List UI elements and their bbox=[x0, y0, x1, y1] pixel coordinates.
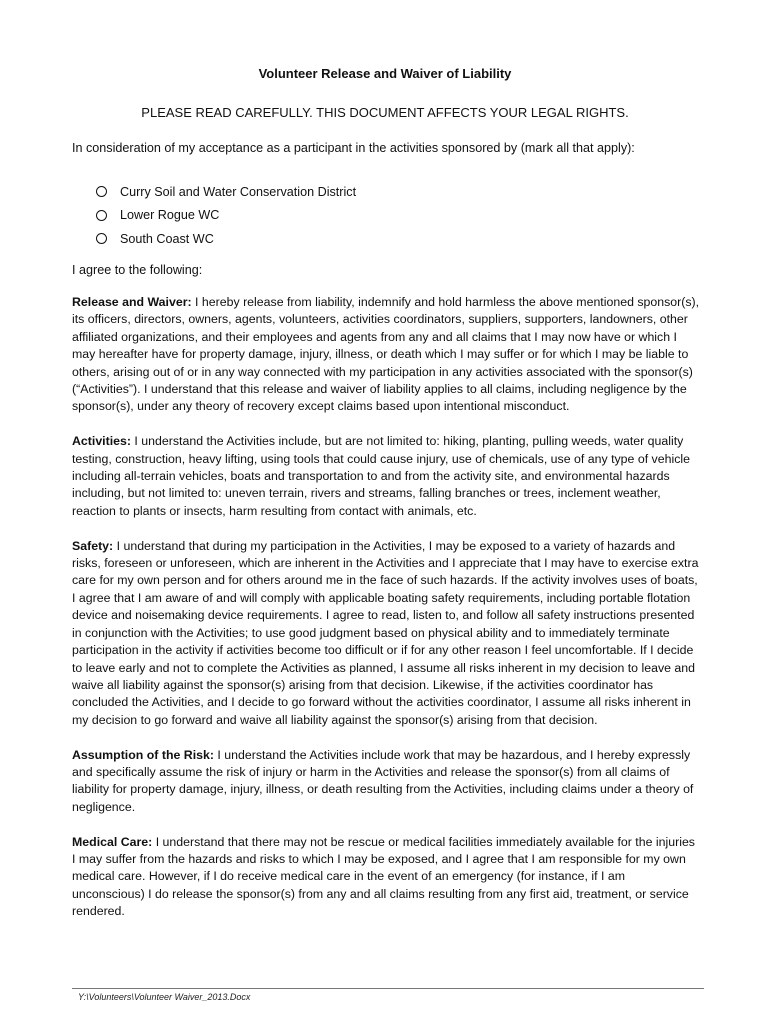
section-text: I understand the Activities include, but are not limited to: hiking, planting, pulling weeds, water quality testing, construction, heavy lifting, using tools that could cause injury, use of chemicals, use of any type of vehicle including all-terrain vehicles, boats and transportation to and from the activity site, and environmental hazards including, but not limited to: uneven terrain, rivers and streams, falling branches or trees, inclement weather, reaction to plants or insects, harm resulting from contact with animals, etc. bbox=[72, 434, 690, 518]
footer-divider bbox=[72, 988, 704, 989]
sponsor-option-south-coast[interactable] bbox=[96, 227, 596, 251]
document-subtitle: PLEASE READ CAREFULLY. THIS DOCUMENT AFFECTS YOUR LEGAL RIGHTS. bbox=[141, 105, 629, 120]
section-heading: Activities: bbox=[72, 434, 131, 449]
sponsor-option-label: Lower Rogue WC bbox=[120, 208, 220, 223]
section-heading: Release and Waiver: bbox=[72, 295, 192, 309]
radio-circle-icon[interactable] bbox=[96, 210, 107, 221]
sponsor-option-lower-rogue[interactable] bbox=[96, 204, 596, 228]
radio-circle-icon[interactable] bbox=[96, 186, 107, 197]
section-text: I understand the Activities include work that may be hazardous, and I hereby expressly and specifically assume the risk of injury or harm in the Activities and release the sponsor(s) from all claims of liability for property damage, injury, illness, or death resulting from the Activities, including claims under a theory of negligence. bbox=[72, 747, 694, 814]
sponsor-option-curry[interactable] bbox=[96, 180, 596, 204]
agree-text: I agree to the following: bbox=[72, 263, 203, 277]
sponsor-option-label: Curry Soil and Water Conservation District bbox=[120, 184, 357, 199]
waiver-body bbox=[72, 294, 700, 938]
section-assumption-of-risk bbox=[72, 747, 700, 817]
section-heading: Safety: bbox=[72, 538, 114, 553]
section-text: I hereby release from liability, indemnify and hold harmless the above mentioned sponsor(s), its officers, directors, owners, agents, volunteers, activities coordinators, suppliers, supporters, landowners, other affiliated organizations, and their employees and agents from any and all claims that I may now have or which I may hereafter have for property damage, injury, illness, or death which I may suffer or for which I may be liable to others, arising out of or in any way connected with my participation in any activities associated with the sponsor(s) (“Activities”). I understand that this release and waiver of liability applies to all claims, including negligence by the sponsor(s), under any theory of recovery except claims based upon intentional misconduct. bbox=[72, 295, 700, 414]
document-title: Volunteer Release and Waiver of Liability bbox=[258, 66, 512, 81]
section-activities bbox=[72, 433, 700, 520]
section-heading: Medical Care: bbox=[72, 834, 153, 849]
radio-circle-icon[interactable] bbox=[96, 233, 107, 244]
section-text: I understand that there may not be rescue or medical facilities immediately available for the injuries I may suffer from the hazards and risks to which I may be exposed, and I agree that I am responsible for my own medical care. However, if I do receive medical care in the event of an emergency (for instance, if I am unconscious) I do release the sponsor(s) from any and all claims resulting from any first aid, treatment, or service rendered. bbox=[72, 834, 695, 919]
sponsor-options bbox=[96, 180, 596, 251]
section-release-waiver bbox=[72, 294, 700, 416]
section-medical-care bbox=[72, 834, 700, 921]
section-text: I understand that during my participation in the Activities, I may be exposed to a variety of hazards and risks, foreseen or unforeseen, which are inherent in the Activities and I appreciate that I may have to exercise extra care for my own person and for others around me in the face of such hazards. If the activity involves uses of boats, I agree that I am aware of and will comply with applicable boating safety requirements, including portable flotation device and noisemaking device requirements. I agree to read, listen to, and follow all safety instructions presented in conjunction with the Activities; to use good judgment based on physical ability and to immediately terminate participation in the activity if activities become too difficult or if for any other reason I feel uncomfortable. If I decide to leave early and not to complete the Activities as planned, I assume all risks inherent in my decision to leave and waive all liability against the sponsor(s) arising from that decision. Likewise, if the activities coordinator has concluded the Activities, and I decide to go forward without the activities coordinator, I assume all risks inherent in my decision to go forward and waive all liability against the sponsor(s) arising from that decision. bbox=[72, 538, 699, 727]
sponsor-option-label: South Coast WC bbox=[120, 231, 214, 246]
footer-file-path: Y:\Volunteers\Volunteer Waiver_2013.Docx bbox=[78, 992, 251, 1002]
intro-text: In consideration of my acceptance as a participant in the activities sponsored by (mark all that apply): bbox=[72, 141, 635, 155]
section-safety bbox=[72, 538, 700, 729]
section-heading: Assumption of the Risk: bbox=[72, 747, 214, 762]
